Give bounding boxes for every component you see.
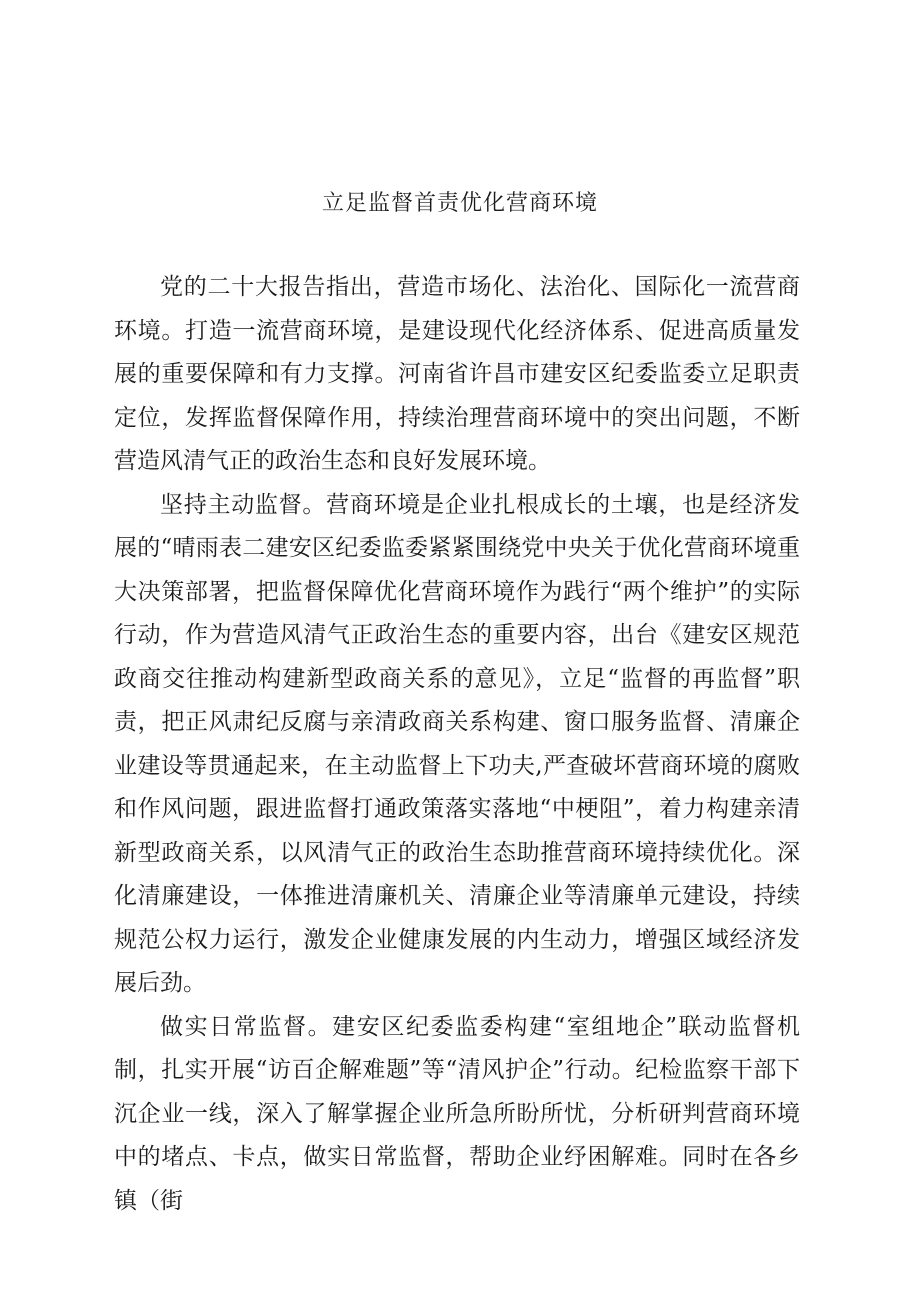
paragraph-daily-supervision: 做实日常监督。建安区纪委监委构建“室组地企”联动监督机制，扎实开展“访百企解难题”等“清风护企”行动。纪检监察干部下沉企业一线，深入了解掌握企业所急所盼所忧，分析研判营商环境中的堵点、卡点，做实日常监督，帮助企业纾困解难。同时在各乡镇（街 [114,1013,800,1214]
paragraph-active-supervision: 坚持主动监督。营商环境是企业扎根成长的土壤，也是经济发展的“晴雨表二建安区纪委监委紧紧围绕党中央关于优化营商环境重大决策部署，把监督保障优化营商环境作为践行“两个维护”的实际行动，作为营造风清气正政治生态的重要内容，出台《建安区规范政商交往推动构建新型政商关系的意见》，立足“监督的再监督”职责，把正风肃纪反腐与亲清政商关系构建、窗口服务监督、清廉企业建设等贯通起来，在主动监督上下功夫,严查破坏营商环境的腐败和作风问题，跟进监督打通政策落实落地“中梗阻”，着力构建亲清新型政商关系，以风清气正的政治生态助推营商环境持续优化。深化清廉建设，一体推进清廉机关、清廉企业等清廉单元建设，持续规范公权力运行，激发企业健康发展的内生动力，增强区域经济发展后劲。 [114,491,800,996]
document-title: 立足监督首责优化营商环境 [321,191,598,216]
document-body [114,266,800,1223]
paragraph-intro: 党的二十大报告指出，营造市场化、法治化、国际化一流营商环境。打造一流营商环境，是建设现代化经济体系、促进高质量发展的重要保障和有力支撑。河南省许昌市建安区纪委监委立足职责定位，发挥监督保障作用，持续治理营商环境中的突出问题，不断营造风清气正的政治生态和良好发展环境。 [114,274,800,474]
